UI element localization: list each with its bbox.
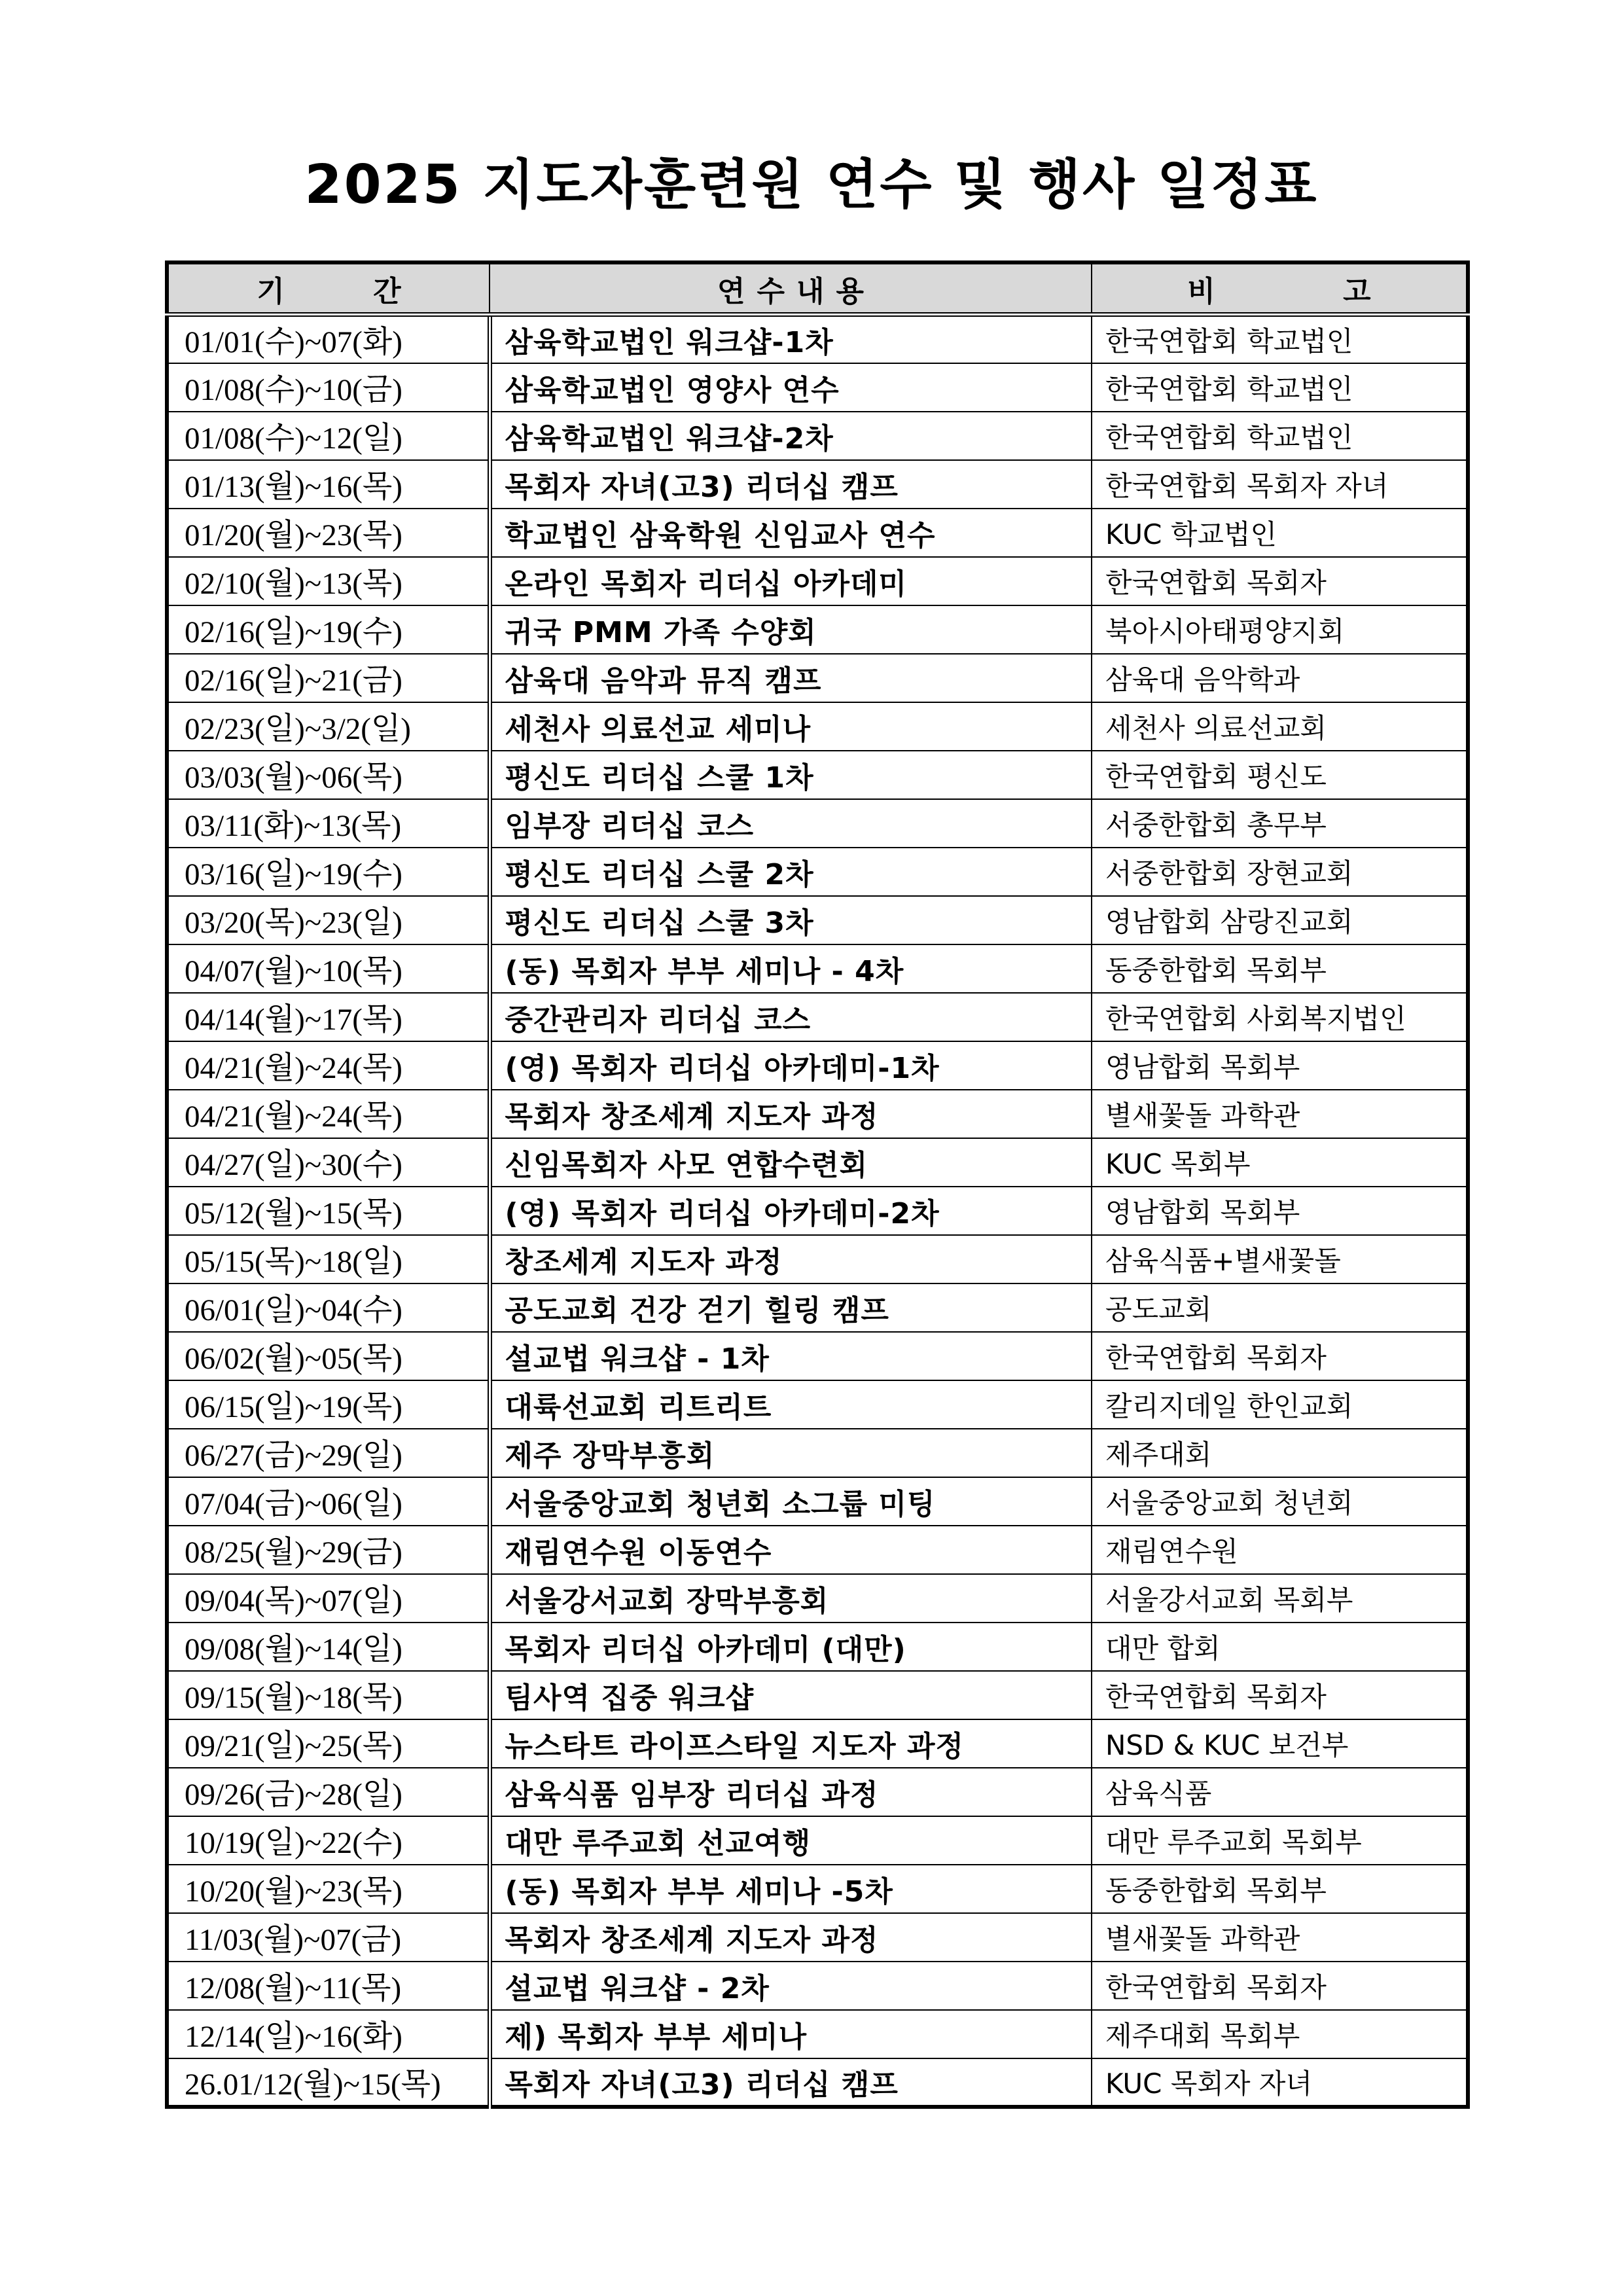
period-cell: 26.01/12(월)~15(목): [167, 2058, 490, 2107]
content-cell: 목회자 리더십 아카데미 (대만): [490, 1623, 1092, 1671]
content-cell: (동) 목회자 부부 세미나 - 4차: [490, 944, 1092, 993]
period-cell: 02/23(일)~3/2(일): [167, 702, 490, 751]
note-cell: 한국연합회 학교법인: [1092, 363, 1468, 412]
page-title: 2025 지도자훈련원 연수 및 행사 일정표: [304, 154, 1319, 216]
note-cell: 제주대회: [1092, 1429, 1468, 1477]
content-cell: 재림연수원 이동연수: [490, 1526, 1092, 1574]
note-cell: 한국연합회 목회자: [1092, 557, 1468, 605]
table-row: [167, 1719, 1468, 1768]
content-cell: 평신도 리더십 스쿨 1차: [490, 751, 1092, 799]
table-row: [167, 1235, 1468, 1283]
note-cell: 삼육식품+별새꽃돌: [1092, 1235, 1468, 1283]
note-cell: 대만 루주교회 목회부: [1092, 1816, 1468, 1865]
table-row: [167, 1913, 1468, 1962]
content-cell: 제주 장막부흥회: [490, 1429, 1092, 1477]
table-row: [167, 1429, 1468, 1477]
content-cell: 목회자 창조세계 지도자 과정: [490, 1090, 1092, 1138]
period-cell: 12/08(월)~11(목): [167, 1962, 490, 2010]
content-cell: 중간관리자 리더십 코스: [490, 993, 1092, 1041]
table-body: [167, 315, 1468, 2107]
content-cell: 평신도 리더십 스쿨 3차: [490, 896, 1092, 944]
content-cell: 서울강서교회 장막부흥회: [490, 1574, 1092, 1623]
table-row: [167, 1962, 1468, 2010]
period-cell: 12/14(일)~16(화): [167, 2010, 490, 2058]
content-cell: 설교법 워크샵 - 2차: [490, 1962, 1092, 2010]
note-cell: 영남합회 목회부: [1092, 1041, 1468, 1090]
content-cell: 목회자 자녀(고3) 리더십 캠프: [490, 2058, 1092, 2107]
period-cell: 10/20(월)~23(목): [167, 1865, 490, 1913]
content-cell: 삼육학교법인 워크샵-1차: [490, 315, 1092, 363]
header-content: 연수내용: [490, 262, 1092, 315]
table-row: [167, 1283, 1468, 1332]
period-cell: 05/15(목)~18(일): [167, 1235, 490, 1283]
content-cell: 제) 목회자 부부 세미나: [490, 2010, 1092, 2058]
table-row: [167, 1768, 1468, 1816]
period-cell: 04/21(월)~24(목): [167, 1041, 490, 1090]
period-cell: 08/25(월)~29(금): [167, 1526, 490, 1574]
table-row: [167, 702, 1468, 751]
table-row: [167, 460, 1468, 509]
table-row: [167, 1138, 1468, 1187]
note-cell: 한국연합회 학교법인: [1092, 315, 1468, 363]
note-cell: NSD & KUC 보건부: [1092, 1719, 1468, 1768]
period-cell: 01/13(월)~16(목): [167, 460, 490, 509]
table-row: [167, 315, 1468, 363]
note-cell: 한국연합회 목회자: [1092, 1671, 1468, 1719]
content-cell: 대만 루주교회 선교여행: [490, 1816, 1092, 1865]
header-period: 기 간: [167, 262, 490, 315]
content-cell: 대륙선교회 리트리트: [490, 1380, 1092, 1429]
table-row: [167, 1090, 1468, 1138]
note-cell: 동중한합회 목회부: [1092, 944, 1468, 993]
period-cell: 02/10(월)~13(목): [167, 557, 490, 605]
content-cell: 목회자 창조세계 지도자 과정: [490, 1913, 1092, 1962]
period-cell: 04/14(월)~17(목): [167, 993, 490, 1041]
period-cell: 07/04(금)~06(일): [167, 1477, 490, 1526]
table-row: [167, 1332, 1468, 1380]
content-cell: 뉴스타트 라이프스타일 지도자 과정: [490, 1719, 1092, 1768]
period-cell: 01/01(수)~07(화): [167, 315, 490, 363]
content-cell: 창조세계 지도자 과정: [490, 1235, 1092, 1283]
note-cell: 삼육식품: [1092, 1768, 1468, 1816]
note-cell: 공도교회: [1092, 1283, 1468, 1332]
note-cell: 서울강서교회 목회부: [1092, 1574, 1468, 1623]
content-cell: 목회자 자녀(고3) 리더십 캠프: [490, 460, 1092, 509]
period-cell: 06/02(월)~05(목): [167, 1332, 490, 1380]
table-row: [167, 1041, 1468, 1090]
content-cell: 삼육학교법인 영양사 연수: [490, 363, 1092, 412]
note-cell: 칼리지데일 한인교회: [1092, 1380, 1468, 1429]
table-row: [167, 2010, 1468, 2058]
period-cell: 01/20(월)~23(목): [167, 509, 490, 557]
table-header-row: [167, 262, 1468, 315]
table-row: [167, 1816, 1468, 1865]
period-cell: 06/01(일)~04(수): [167, 1283, 490, 1332]
period-cell: 09/26(금)~28(일): [167, 1768, 490, 1816]
content-cell: 귀국 PMM 가족 수양회: [490, 605, 1092, 654]
note-cell: 동중한합회 목회부: [1092, 1865, 1468, 1913]
note-cell: 한국연합회 목회자 자녀: [1092, 460, 1468, 509]
note-cell: 영남합회 삼랑진교회: [1092, 896, 1468, 944]
note-cell: 한국연합회 목회자: [1092, 1332, 1468, 1380]
content-cell: 신임목회자 사모 연합수련회: [490, 1138, 1092, 1187]
period-cell: 03/03(월)~06(목): [167, 751, 490, 799]
table-row: [167, 944, 1468, 993]
note-cell: KUC 목회부: [1092, 1138, 1468, 1187]
period-cell: 11/03(월)~07(금): [167, 1913, 490, 1962]
table-row: [167, 1574, 1468, 1623]
note-cell: 한국연합회 평신도: [1092, 751, 1468, 799]
note-cell: 한국연합회 학교법인: [1092, 412, 1468, 460]
period-cell: 06/27(금)~29(일): [167, 1429, 490, 1477]
period-cell: 05/12(월)~15(목): [167, 1187, 490, 1235]
period-cell: 01/08(수)~10(금): [167, 363, 490, 412]
table-row: [167, 1477, 1468, 1526]
period-cell: 09/15(월)~18(목): [167, 1671, 490, 1719]
note-cell: 대만 합회: [1092, 1623, 1468, 1671]
period-cell: 04/27(일)~30(수): [167, 1138, 490, 1187]
table-row: [167, 1187, 1468, 1235]
period-cell: 02/16(일)~21(금): [167, 654, 490, 702]
table-row: [167, 799, 1468, 848]
table-row: [167, 993, 1468, 1041]
header-note: 비 고: [1092, 262, 1468, 315]
note-cell: 별새꽃돌 과학관: [1092, 1090, 1468, 1138]
period-cell: 06/15(일)~19(목): [167, 1380, 490, 1429]
schedule-table: [165, 260, 1470, 2109]
table-row: [167, 848, 1468, 896]
period-cell: 04/21(월)~24(목): [167, 1090, 490, 1138]
note-cell: 세천사 의료선교회: [1092, 702, 1468, 751]
content-cell: 서울중앙교회 청년회 소그룹 미팅: [490, 1477, 1092, 1526]
table-row: [167, 1671, 1468, 1719]
period-cell: 10/19(일)~22(수): [167, 1816, 490, 1865]
content-cell: 팀사역 집중 워크샵: [490, 1671, 1092, 1719]
note-cell: 서중한합회 총무부: [1092, 799, 1468, 848]
table-row: [167, 363, 1468, 412]
content-cell: (영) 목회자 리더십 아카데미-2차: [490, 1187, 1092, 1235]
content-cell: 공도교회 건강 걷기 힐링 캠프: [490, 1283, 1092, 1332]
period-cell: 01/08(수)~12(일): [167, 412, 490, 460]
note-cell: KUC 목회자 자녀: [1092, 2058, 1468, 2107]
note-cell: KUC 학교법인: [1092, 509, 1468, 557]
period-cell: 09/21(일)~25(목): [167, 1719, 490, 1768]
content-cell: (동) 목회자 부부 세미나 -5차: [490, 1865, 1092, 1913]
table-row: [167, 896, 1468, 944]
content-cell: 설교법 워크샵 - 1차: [490, 1332, 1092, 1380]
table-row: [167, 751, 1468, 799]
note-cell: 한국연합회 목회자: [1092, 1962, 1468, 2010]
content-cell: (영) 목회자 리더십 아카데미-1차: [490, 1041, 1092, 1090]
table-row: [167, 1380, 1468, 1429]
table-row: [167, 557, 1468, 605]
table-row: [167, 605, 1468, 654]
period-cell: 04/07(월)~10(목): [167, 944, 490, 993]
table-row: [167, 1526, 1468, 1574]
table-row: [167, 1865, 1468, 1913]
table-row: [167, 412, 1468, 460]
content-cell: 삼육학교법인 워크샵-2차: [490, 412, 1092, 460]
content-cell: 학교법인 삼육학원 신임교사 연수: [490, 509, 1092, 557]
period-cell: 03/16(일)~19(수): [167, 848, 490, 896]
content-cell: 평신도 리더십 스쿨 2차: [490, 848, 1092, 896]
content-cell: 온라인 목회자 리더십 아카데미: [490, 557, 1092, 605]
note-cell: 별새꽃돌 과학관: [1092, 1913, 1468, 1962]
table-row: [167, 654, 1468, 702]
note-cell: 영남합회 목회부: [1092, 1187, 1468, 1235]
content-cell: 세천사 의료선교 세미나: [490, 702, 1092, 751]
period-cell: 03/11(화)~13(목): [167, 799, 490, 848]
period-cell: 09/04(목)~07(일): [167, 1574, 490, 1623]
note-cell: 북아시아태평양지회: [1092, 605, 1468, 654]
note-cell: 재림연수원: [1092, 1526, 1468, 1574]
note-cell: 삼육대 음악학과: [1092, 654, 1468, 702]
table-row: [167, 509, 1468, 557]
content-cell: 삼육대 음악과 뮤직 캠프: [490, 654, 1092, 702]
table-row: [167, 1623, 1468, 1671]
note-cell: 한국연합회 사회복지법인: [1092, 993, 1468, 1041]
content-cell: 삼육식품 임부장 리더십 과정: [490, 1768, 1092, 1816]
period-cell: 03/20(목)~23(일): [167, 896, 490, 944]
note-cell: 제주대회 목회부: [1092, 2010, 1468, 2058]
note-cell: 서울중앙교회 청년회: [1092, 1477, 1468, 1526]
note-cell: 서중한합회 장현교회: [1092, 848, 1468, 896]
period-cell: 09/08(월)~14(일): [167, 1623, 490, 1671]
content-cell: 임부장 리더십 코스: [490, 799, 1092, 848]
period-cell: 02/16(일)~19(수): [167, 605, 490, 654]
table-row: [167, 2058, 1468, 2107]
